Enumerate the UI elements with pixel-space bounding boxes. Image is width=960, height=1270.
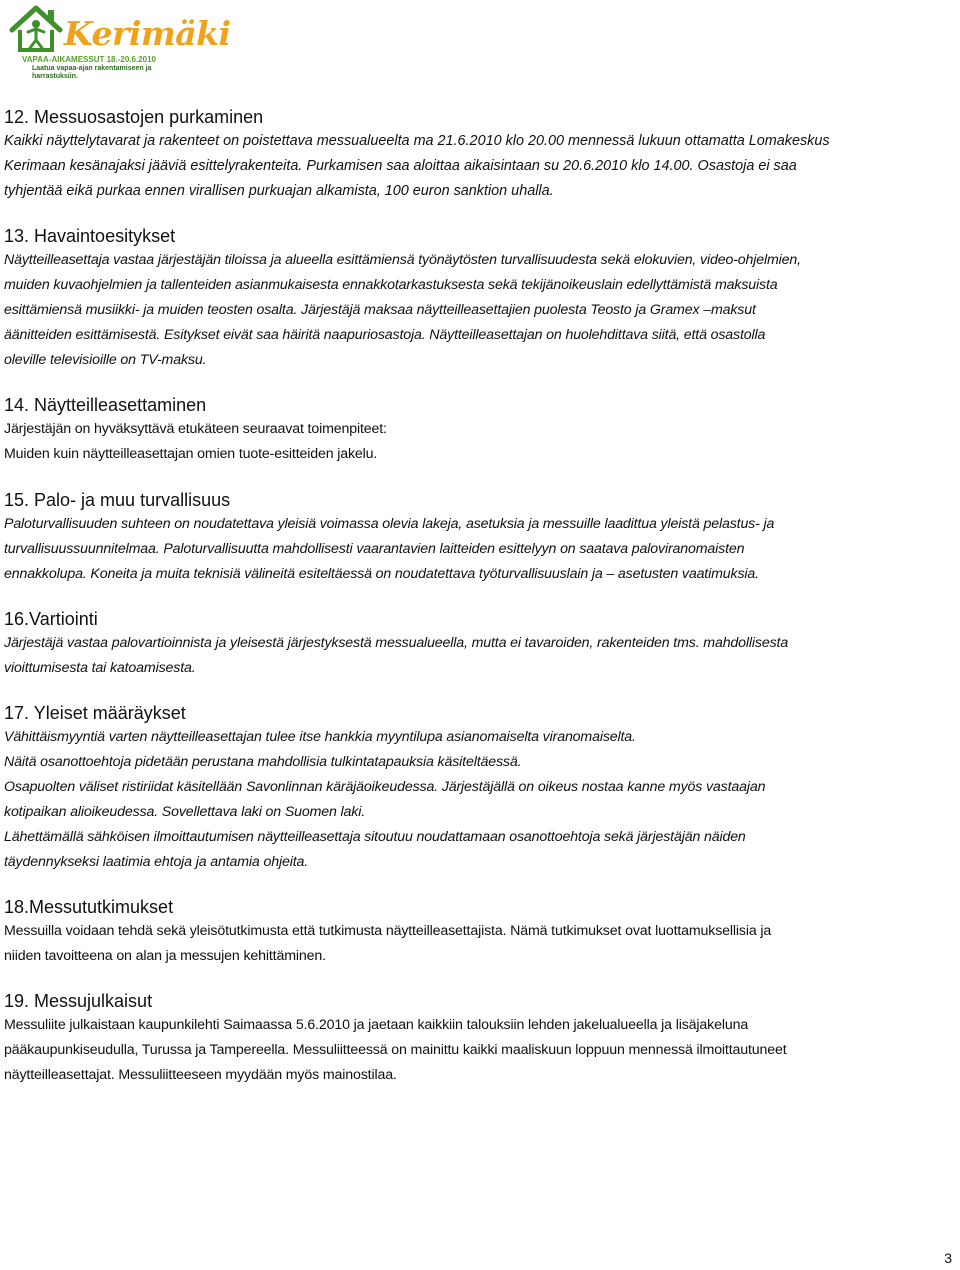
paragraph-line: kotipaikan alioikeudessa. Sovellettava laki on Suomen laki. — [4, 804, 366, 820]
section-16 — [4, 607, 952, 681]
logo-event-dates: VAPAA-AIKAMESSUT 18.-20.6.2010 — [22, 55, 156, 64]
paragraph-line: niiden tavoitteena on alan ja messujen kehittäminen. — [4, 948, 326, 964]
paragraph-line: Järjestäjä vastaa palovartioinnista ja yleisestä järjestyksestä messualueella, mutta ei tavaroiden, rakenteiden tms. mahdollisesta — [4, 635, 789, 651]
kerimaki-logo — [8, 2, 231, 82]
paragraph-line: Muiden kuin näytteilleasettajan omien tuote-esitteiden jakelu. — [4, 446, 378, 462]
paragraph-line: Paloturvallisuuden suhteen on noudatettava yleisiä voimassa olevia lakeja, asetuksia ja messuille laadittua yleistä pelastus- ja — [4, 516, 775, 532]
section-14 — [4, 393, 952, 467]
paragraph-line: turvallisuussuunnitelmaa. Paloturvallisuutta mahdollisesti vaarantavien laitteiden esittelyyn on saatava paloviranomaisten — [4, 541, 745, 557]
paragraph-line: Messuilla voidaan tehdä sekä yleisötutkimusta että tutkimusta näytteilleasettajista. Nämä tutkimukset ovat luottamuksellisia ja — [4, 923, 772, 939]
section-heading: 12. Messuosastojen purkaminen — [4, 107, 264, 127]
paragraph-line: pääkaupunkiseudulla, Turussa ja Tampereella. Messuliitteessä on mainittu kaikki maaliskuun loppuun mennessä ilmoittautuneet — [4, 1042, 787, 1058]
document-body — [4, 105, 952, 1088]
section-heading: 13. Havaintoesitykset — [4, 226, 176, 246]
section-17 — [4, 701, 952, 875]
paragraph-line: äänitteiden esittämisestä. Esitykset eivät saa häiritä naapuriosastoja. Näytteilleasettajan on huolehdittava siitä, että osastolla — [4, 327, 766, 343]
logo-tagline: Laatua vapaa-ajan rakentamiseen ja harrastuksiin. — [32, 65, 152, 80]
house-logo-icon — [8, 2, 68, 54]
paragraph-line: esittämiensä musiikki- ja muiden teosten osalta. Järjestäjä maksaa näytteilleasettajien puolesta Teosto ja Gramex –maksut — [4, 302, 756, 318]
section-heading: 17. Yleiset määräykset — [4, 703, 186, 723]
paragraph-line: oleville televisioille on TV-maksu. — [4, 352, 207, 368]
section-heading: 16.Vartiointi — [4, 609, 98, 629]
paragraph-line: ennakkolupa. Koneita ja muita teknisiä välineitä esiteltäessä on noudatettava työturvallisuuslain ja – asetusten vaatimuksia. — [4, 566, 759, 582]
paragraph-line: vioittumisesta tai katoamisesta. — [4, 660, 196, 676]
paragraph-line: Lähettämällä sähköisen ilmoittautumisen näytteilleasettaja sitoutuu noudattamaan osanottoehtoja sekä järjestäjän näiden — [4, 829, 746, 845]
section-heading: 15. Palo- ja muu turvallisuus — [4, 490, 231, 510]
section-15 — [4, 488, 952, 587]
paragraph-line: Kaikki näyttelytavarat ja rakenteet on poistettava messualueelta ma 21.6.2010 klo 20.00 mennessä lukuun ottamatta Lomakeskus — [4, 133, 830, 149]
section-13 — [4, 224, 952, 373]
paragraph-line: Osapuolten väliset ristiriidat käsitellään Savonlinnan käräjäoikeudessa. Järjestäjällä on oikeus nostaa kanne myös vastaajan — [4, 779, 766, 795]
logo-name: Kerimäki — [64, 14, 231, 53]
section-heading: 14. Näytteilleasettaminen — [4, 395, 207, 415]
section-12 — [4, 105, 952, 204]
paragraph-line: näytteilleasettajat. Messuliitteeseen myydään myös mainostilaa. — [4, 1067, 397, 1083]
page-number: 3 — [944, 1250, 952, 1266]
paragraph-line: Kerimaan kesänajaksi jääviä esittelyrakenteita. Purkamisen saa aloittaa aikaisintaan su 20.6.2010 klo 14.00. Osastoja ei saa — [4, 158, 797, 174]
paragraph-line: Näytteilleasettaja vastaa järjestäjän tiloissa ja alueella esittämiensä työnäytösten turvallisuudesta sekä elokuvien, video-ohjelmien, — [4, 252, 801, 268]
section-19 — [4, 989, 952, 1088]
paragraph-line: Messuliite julkaistaan kaupunkilehti Saimaassa 5.6.2010 ja jaetaan kaikkiin talouksiin lehden jakelualueella ja lisäjakeluna — [4, 1017, 749, 1033]
paragraph-line: Vähittäismyyntiä varten näytteilleasettajan tulee itse hankkia myyntilupa asianomaiselta viranomaiselta. — [4, 729, 636, 745]
paragraph-line: tyhjentää eikä purkaa ennen virallisen purkuajan alkamista, 100 euron sanktion uhalla. — [4, 183, 554, 199]
section-heading: 19. Messujulkaisut — [4, 991, 153, 1011]
section-heading: 18.Messututkimukset — [4, 897, 174, 917]
paragraph-line: muiden kuvaohjelmien ja tallenteiden asianmukaisesta ennakkotarkastuksesta sekä tekijänoikeuslain edellyttämistä maksuista — [4, 277, 778, 293]
section-18 — [4, 895, 952, 969]
paragraph-line: Järjestäjän on hyväksyttävä etukäteen seuraavat toimenpiteet: — [4, 421, 387, 437]
paragraph-line: Näitä osanottoehtoja pidetään perustana mahdollisia tulkintatapauksia käsiteltäessä. — [4, 754, 522, 770]
paragraph-line: täydennykseksi laatimia ehtoja ja antamia ohjeita. — [4, 854, 309, 870]
